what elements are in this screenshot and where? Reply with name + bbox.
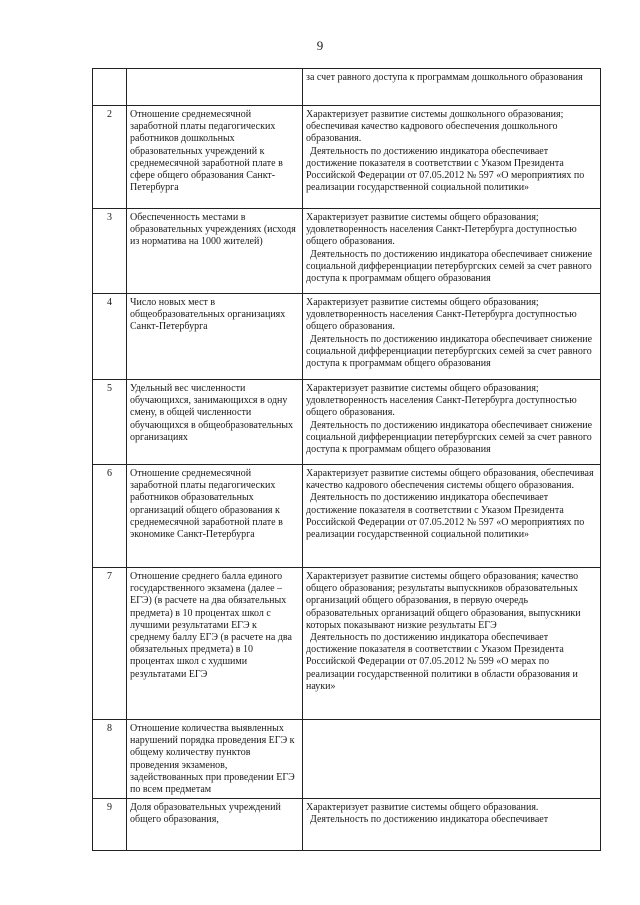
description-paragraph: Характеризует развитие системы общего образования; удовлетворенность населения Санкт-Петербурга доступностью общего образования. — [306, 212, 577, 248]
row-number-cell: 7 — [93, 568, 127, 720]
description-cell — [303, 380, 601, 465]
indicator-cell: Отношение количества выявленных нарушений порядка проведения ЕГЭ к общему количеству пунктов проведения экзаменов, задействованных при проведении ЕГЭ по всем предметам — [127, 720, 303, 799]
description-cell — [303, 465, 601, 568]
indicators-table-body — [93, 69, 601, 851]
table-row — [93, 294, 601, 380]
table-row — [93, 568, 601, 720]
description-paragraph: Деятельность по достижению индикатора обеспечивает снижение социальной дифференциации петербургских семей за счет равного доступа к программам общего образования — [306, 419, 593, 456]
description-paragraph: Деятельность по достижению индикатора обеспечивает достижение показателя в соответствии с Указом Президента Российской Федерации от 07.05.2012 № 597 «О мероприятиях по реализации государственной социальной политики» — [306, 492, 585, 541]
row-number-cell: 2 — [93, 106, 127, 209]
description-paragraph: Деятельность по достижению индикатора обеспечивает снижение социальной дифференциации петербургских семей за счет равного доступа к программам общего образования — [306, 248, 593, 285]
indicators-table — [92, 68, 601, 851]
indicator-cell: Доля образовательных учреждений общего образования, — [127, 799, 303, 851]
description-paragraph: Деятельность по достижению индикатора обеспечивает — [310, 814, 549, 826]
description-cell — [303, 106, 601, 209]
indicator-cell: Число новых мест в общеобразовательных организациях Санкт-Петербурга — [127, 294, 303, 380]
description-cell — [303, 294, 601, 380]
description-paragraph: Характеризует развитие системы дошкольного образования; обеспечивая качество кадрового обеспечения дошкольного образования. — [306, 109, 564, 145]
description-cell — [303, 799, 601, 851]
description-paragraph: за счет равного доступа к программам дошкольного образования — [306, 72, 583, 83]
row-number-cell: 6 — [93, 465, 127, 568]
indicator-cell — [127, 69, 303, 106]
indicator-cell: Отношение среднемесячной заработной платы педагогических работников дошкольных образовательных учреждений к среднемесячной заработной плате в сфере общего образования Санкт-Петербурга — [127, 106, 303, 209]
description-cell — [303, 209, 601, 294]
description-paragraph: Характеризует развитие системы общего образования; качество общего образования; результаты выпускников образовательных организаций общего образования, в первую очередь образовательных организаций общего образования, выпускники которых показывают низкие результаты ЕГЭ — [306, 571, 581, 631]
table-row — [93, 465, 601, 568]
table-row — [93, 720, 601, 799]
description-paragraph: Характеризует развитие системы общего образования; удовлетворенность населения Санкт-Петербурга доступностью общего образования. — [306, 297, 577, 333]
description-paragraph: Деятельность по достижению индикатора обеспечивает снижение социальной дифференциации петербургских семей за счет равного доступа к программам общего образования — [306, 333, 593, 370]
page-number: 9 — [316, 38, 324, 53]
indicator-cell: Удельный вес численности обучающихся, занимающихся в одну смену, в общей численности обучающихся в общеобразовательных организациях — [127, 380, 303, 465]
indicator-cell: Обеспеченность местами в образовательных учреждениях (исходя из норматива на 1000 жителей) — [127, 209, 303, 294]
row-number-cell: 5 — [93, 380, 127, 465]
row-number-cell: 9 — [93, 799, 127, 851]
indicator-cell: Отношение среднего балла единого государственного экзамена (далее – ЕГЭ) (в расчете на два обязательных предмета) в 10 процентах школ с лучшими результатами ЕГЭ к среднему баллу ЕГЭ (в расчете на два обязательных предмета) в 10 процентах школ с худшими результатами ЕГЭ — [127, 568, 303, 720]
description-paragraph: Характеризует развитие системы общего образования; удовлетворенность населения Санкт-Петербурга доступностью общего образования. — [306, 383, 577, 419]
indicator-cell: Отношение среднемесячной заработной платы педагогических работников образовательных организаций общего образования к среднемесячной заработной плате в экономике Санкт-Петербурга — [127, 465, 303, 568]
row-number-cell: 4 — [93, 294, 127, 380]
description-cell — [303, 720, 601, 799]
table-row — [93, 69, 601, 106]
description-paragraph: Характеризует развитие системы общего образования. — [306, 802, 539, 814]
description-paragraph: Деятельность по достижению индикатора обеспечивает достижение показателя в соответствии с Указом Президента Российской Федерации от 07.05.2012 № 597 «О мероприятиях по реализации государственной социальной политики» — [306, 145, 585, 194]
row-number-cell: 8 — [93, 720, 127, 799]
table-row — [93, 209, 601, 294]
row-number-cell — [93, 69, 127, 106]
table-row — [93, 799, 601, 851]
row-number-cell: 3 — [93, 209, 127, 294]
table-row — [93, 106, 601, 209]
description-paragraph: Деятельность по достижению индикатора обеспечивает достижение показателя в соответствии с Указом Президента Российской Федерации от 07.05.2012 № 599 «О мерах по реализации государственной политики в области образования и науки» — [306, 632, 578, 692]
description-paragraph: Характеризует развитие системы общего образования, обеспечивая качество кадрового обеспечения системы общего образования. — [306, 468, 594, 492]
description-cell — [303, 568, 601, 720]
table-row — [93, 380, 601, 465]
description-cell — [303, 69, 601, 106]
